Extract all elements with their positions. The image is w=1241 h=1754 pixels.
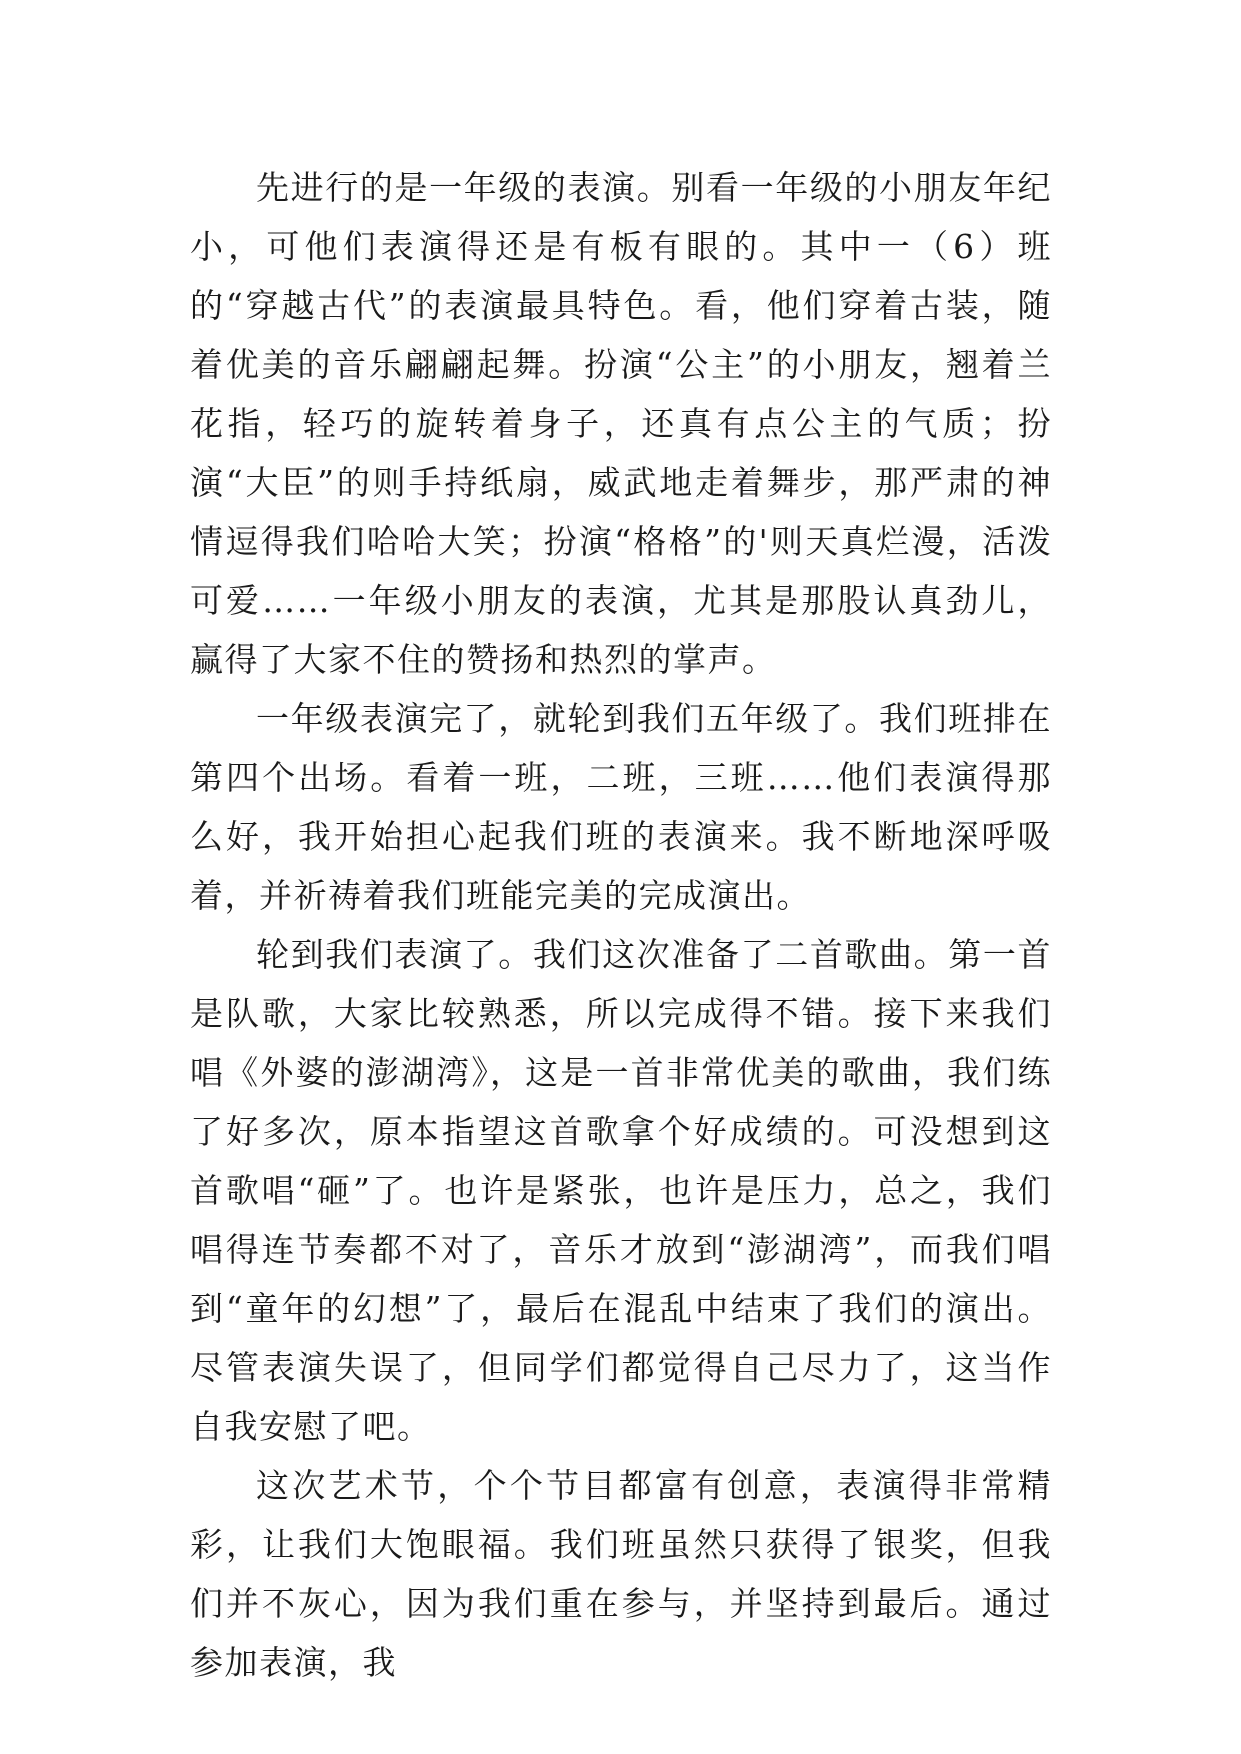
paragraph-2: 一年级表演完了，就轮到我们五年级了。我们班排在第四个出场。看着一班，二班，三班……他们表演得那么好，我开始担心起我们班的表演来。我不断地深呼吸着，并祈祷着我们班能完美的完成演出。 — [190, 699, 1052, 915]
paragraph-4: 这次艺术节，个个节目都富有创意，表演得非常精彩，让我们大饱眼福。我们班虽然只获得了银奖，但我们并不灰心，因为我们重在参与，并坚持到最后。通过参加表演，我 — [190, 1466, 1052, 1682]
paragraph-1: 先进行的是一年级的表演。别看一年级的小朋友年纪小，可他们表演得还是有板有眼的。其中一（6）班的“穿越古代”的表演最具特色。看，他们穿着古装，随着优美的音乐翩翩起舞。扮演“公主”的小朋友，翘着兰花指，轻巧的旋转着身子，还真有点公主的气质；扮演“大臣”的则手持纸扇，威武地走着舞步，那严肃的神情逗得我们哈哈大笑；扮演“格格”的'则天真烂漫，活泼可爱……一年级小朋友的表演，尤其是那股认真劲儿，赢得了大家不住的赞扬和热烈的掌声。 — [190, 168, 1052, 679]
document-body — [190, 158, 1052, 1692]
paragraph-3: 轮到我们表演了。我们这次准备了二首歌曲。第一首是队歌，大家比较熟悉，所以完成得不错。接下来我们唱《外婆的澎湖湾》，这是一首非常优美的歌曲，我们练了好多次，原本指望这首歌拿个好成绩的。可没想到这首歌唱“砸”了。也许是紧张，也许是压力，总之，我们唱得连节奏都不对了，音乐才放到“澎湖湾”，而我们唱到“童年的幻想”了，最后在混乱中结束了我们的演出。尽管表演失误了，但同学们都觉得自己尽力了，这当作自我安慰了吧。 — [190, 935, 1052, 1446]
